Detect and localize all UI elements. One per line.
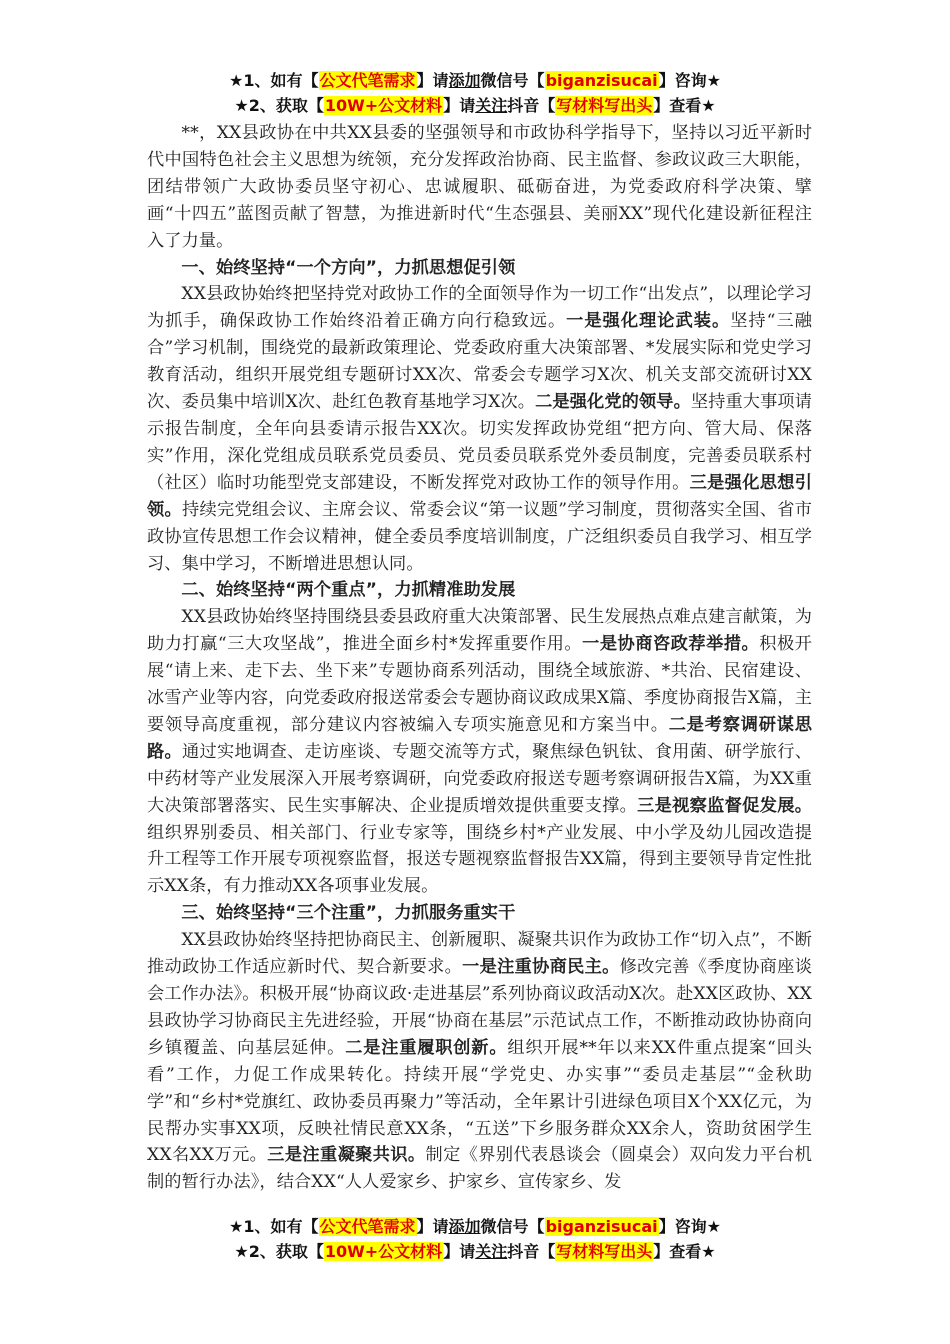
promo-text: 】咨询★ xyxy=(658,1217,721,1236)
promo-text: 】请 xyxy=(416,1217,449,1236)
body-text: 修改完善《季度协商座谈会工作办法》。积极开展“协商议政·走进基层”系列协商议政活动X次。赴XX区政协、XX县政协学习协商民主先进经验，开展“协商在基层”示范试点工作，不断推动政协协商向乡镇覆盖、向基层延伸。 xyxy=(147,957,812,1058)
promo-text: 】咨询★ xyxy=(658,71,721,90)
promo-text: ★2、获取【 xyxy=(234,96,324,115)
bold-lead: 一是协商咨政荐举措。 xyxy=(582,634,760,655)
bold-lead: 三是视察监督促发展。 xyxy=(637,795,812,816)
promo-text: 】请 xyxy=(416,71,449,90)
promo-text: ★1、如有【 xyxy=(229,1217,319,1236)
bold-lead: 一是强化理论武装。 xyxy=(566,311,731,332)
promo-text: 抖音【 xyxy=(507,1242,556,1261)
body-text: 积极开展“请上来、走下去、坐下来”专题协商系列活动，围绕全域旅游、*共治、民宿建设、冰雪产业等内容，向党委政府报送常委会专题协商议政成果X篇、季度协商报告X篇，主要领导高度重视，部分建议内容被编入专项实施意见和方案当中。 xyxy=(147,634,812,735)
promo-text: 】查看★ xyxy=(653,1242,716,1261)
promo-wechat-id: biganzisucai xyxy=(545,71,658,90)
promo-underline: 添加 xyxy=(448,1217,481,1236)
promo-text: ★1、如有【 xyxy=(229,71,319,90)
body-text: 坚持重大事项请示报告制度，全年向县委请示报告XX次。切实发挥政协党组“把方向、管大局、保落实”作用，深化党组成员联系党员委员、党员委员联系党外委员制度，完善委员联系村（社区）临时功能型党支部建设，不断发挥党对政协工作的领导作用。 xyxy=(147,392,812,493)
bold-lead: 二是考察调研谋思路。 xyxy=(147,714,812,762)
body-text: 制定《界别代表恳谈会（圆桌会）双向发力平台机制的暂行办法》，结合XX“人人爱家乡、护家乡、宣传家乡、发 xyxy=(147,1145,812,1193)
promo-text: 】请 xyxy=(443,96,476,115)
section-paragraph-1 xyxy=(147,281,812,577)
body-text: 通过实地调查、走访座谈、专题交流等方式，聚焦绿色钒钛、食用菌、研学旅行、中药材等产业发展深入开展考察调研，向党委政府报送专题考察调研报告X篇，为XX重大决策部署落实、民生实事解决、企业提质增效提供重要支撑。 xyxy=(147,741,812,816)
promo-underline: 关注 xyxy=(475,1242,508,1261)
promo-text: 】查看★ xyxy=(653,96,716,115)
promo-line-bottom-2 xyxy=(0,1241,950,1263)
section-heading-3: 三、始终坚持“三个注重”，力抓服务重实干 xyxy=(181,903,516,924)
body-text: XX县政协始终坚持把协商民主、创新履职、凝聚共识作为政协工作“切入点”，不断推动政协工作适应新时代、契合新要求。 xyxy=(147,930,812,978)
bold-lead: 二是强化党的领导。 xyxy=(535,392,691,413)
body-text: XX县政协始终坚持围绕县委县政府重大决策部署、民生发展热点难点建言献策，为助力打赢“三大攻坚战”，推进全面乡村*发挥重要作用。 xyxy=(147,607,812,655)
promo-text: 微信号【 xyxy=(480,1217,545,1236)
promo-wechat-id: biganzisucai xyxy=(545,1217,658,1236)
promo-text: ★2、获取【 xyxy=(234,1242,324,1261)
promo-text: 】请 xyxy=(443,1242,476,1261)
body-text: 组织开展**年以来XX件重点提案“回头看”工作，力促工作成果转化。持续开展“学党史、办实事”“委员走基层”“金秋助学”和“乡村*党旗红、政协委员再聚力”等活动，全年累计引进绿色项目X个XX亿元，为民帮办实事XX项，反映社情民意XX条，“五送”下乡服务群众XX余人，资助贫困学生XX名XX万元。 xyxy=(147,1037,812,1166)
promo-line-top-1 xyxy=(0,70,950,92)
bold-lead: 三是强化思想引领。 xyxy=(147,472,812,520)
promo-underline: 关注 xyxy=(475,96,508,115)
promo-douyin-id: 写材料写出头 xyxy=(556,96,653,115)
bold-lead: 三是注重凝聚共识。 xyxy=(267,1145,426,1166)
section-heading-1: 一、始终坚持“一个方向”，力抓思想促引领 xyxy=(181,257,516,278)
promo-douyin-id: 写材料写出头 xyxy=(556,1242,653,1261)
promo-text: 微信号【 xyxy=(480,71,545,90)
promo-underline: 添加 xyxy=(448,71,481,90)
bold-lead: 二是注重履职创新。 xyxy=(345,1037,508,1058)
promo-highlight: 公文代笔需求 xyxy=(319,71,416,90)
promo-highlight: 10W+公文材料 xyxy=(324,96,443,115)
intro-paragraph: **，XX县政协在中共XX县委的坚强领导和市政协科学指导下，坚持以习近平新时代中国特色社会主义思想为统领，充分发挥政治协商、民主监督、参政议政三大职能，团结带领广大政协委员坚守初心、忠诚履职、砥砺奋进，为党委政府科学决策、擘画“十四五”蓝图贡献了智慧，为推进新时代“生态强县、美丽XX”现代化建设新征程注入了力量。 xyxy=(147,123,812,251)
promo-line-top-2 xyxy=(0,95,950,117)
body-text: 坚持“三融合”学习机制，围绕党的最新政策理论、党委政府重大决策部署、*发展实际和党史学习教育活动，组织开展党组专题研讨XX次、常委会专题学习X次、机关支部交流研讨XX次、委员集中培训X次、赴红色教育基地学习X次。 xyxy=(147,311,812,413)
document-body xyxy=(147,120,812,1196)
promo-line-bottom-1 xyxy=(0,1216,950,1238)
body-text: XX县政协始终把坚持党对政协工作的全面领导作为一切工作“出发点”，以理论学习为抓手，确保政协工作始终沿着正确方向行稳致远。 xyxy=(147,284,812,332)
promo-text: 抖音【 xyxy=(507,96,556,115)
body-text: 组织界别委员、相关部门、行业专家等，围绕乡村*产业发展、中小学及幼儿园改造提升工程等工作开展专项视察监督，报送专题视察监督报告XX篇，得到主要领导肯定性批示XX条，有力推动XX各项事业发展。 xyxy=(147,822,812,897)
promo-highlight: 10W+公文材料 xyxy=(324,1242,443,1261)
section-paragraph-3 xyxy=(147,927,812,1196)
promo-highlight: 公文代笔需求 xyxy=(319,1217,416,1236)
bold-lead: 一是注重协商民主。 xyxy=(462,957,620,978)
section-heading-2: 二、始终坚持“两个重点”，力抓精准助发展 xyxy=(181,580,516,601)
section-paragraph-2 xyxy=(147,604,812,900)
body-text: 持续完党组会议、主席会议、常委会议“第一议题”学习制度，贯彻落实全国、省市政协宣传思想工作会议精神，健全委员季度培训制度，广泛组织委员自我学习、相互学习、集中学习，不断增进思想认同。 xyxy=(147,499,813,574)
